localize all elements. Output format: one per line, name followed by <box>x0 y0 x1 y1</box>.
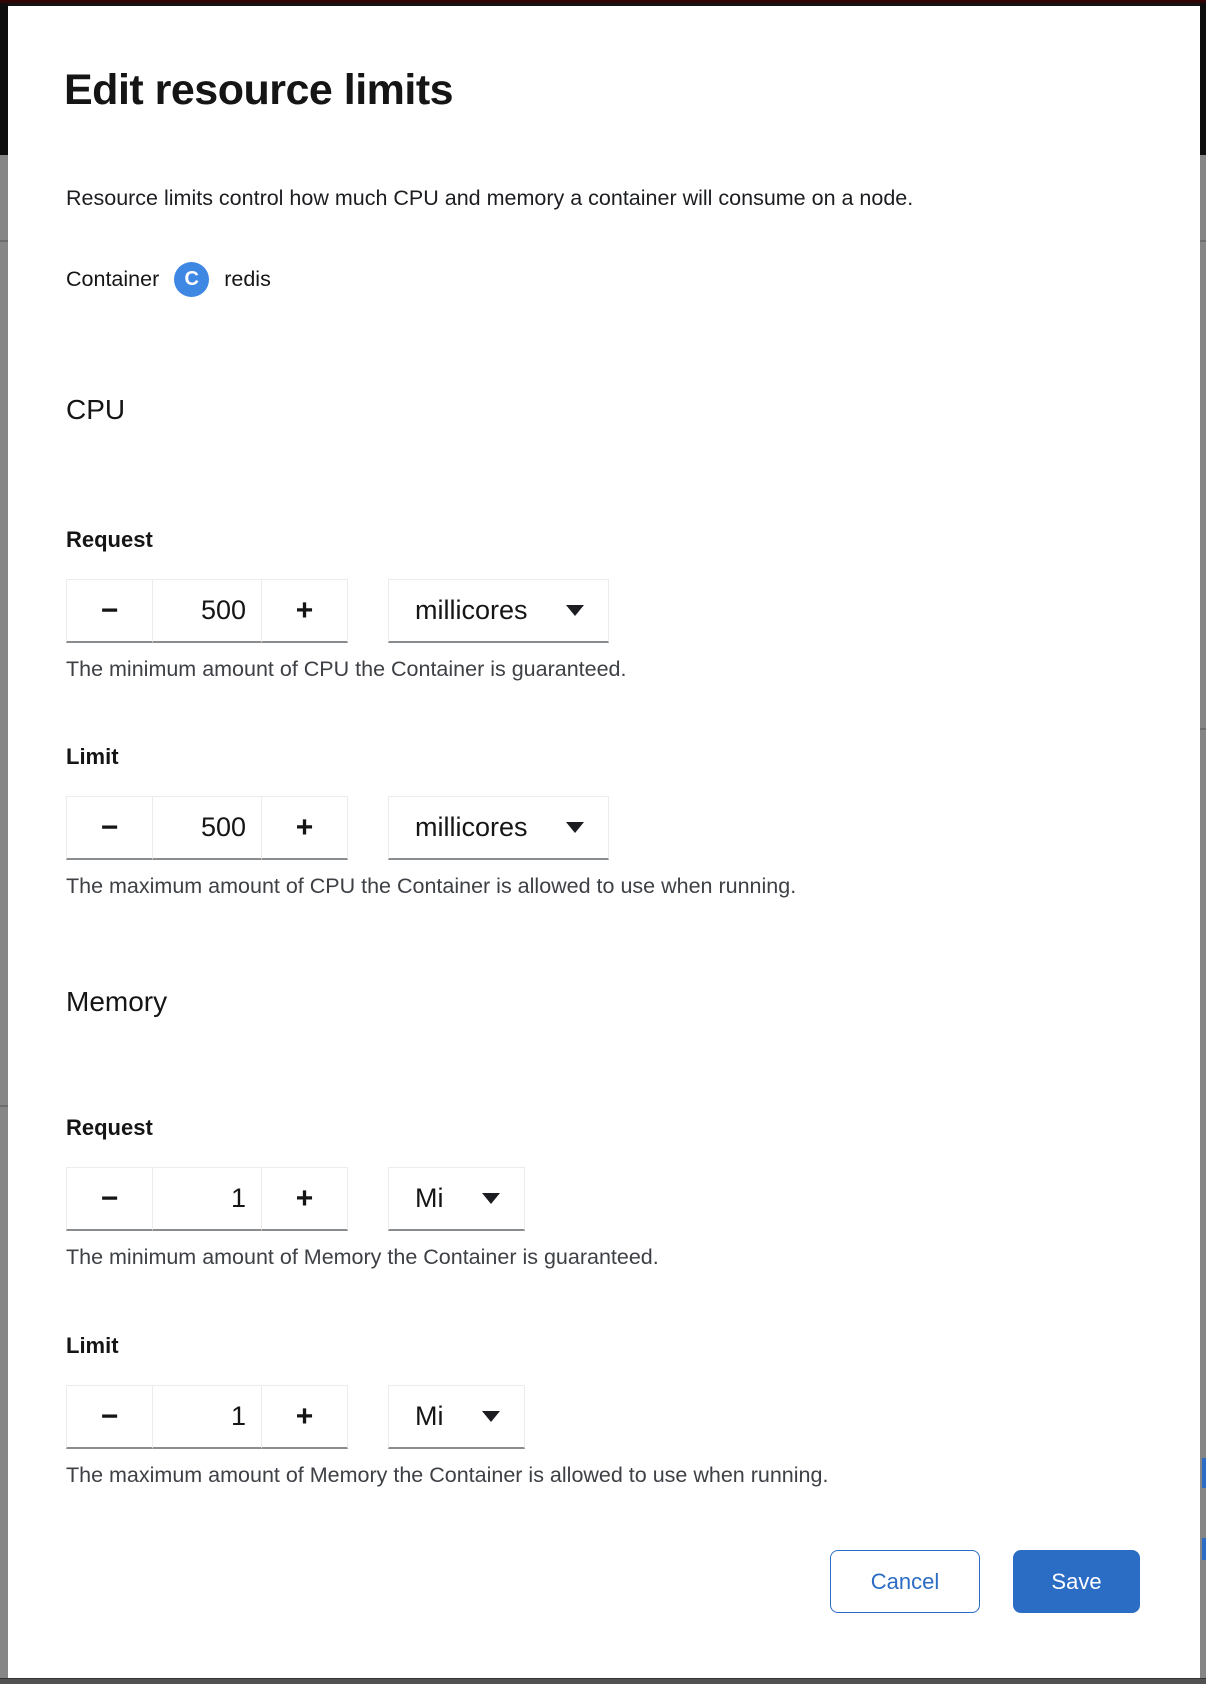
memory-request-label: Request <box>66 1115 153 1140</box>
memory-limit-increment-button[interactable] <box>261 1385 348 1449</box>
minus-icon: − <box>100 593 119 627</box>
container-name: redis <box>224 267 271 291</box>
plus-icon: + <box>295 1181 314 1215</box>
container-badge-icon: C <box>174 262 209 297</box>
plus-icon: + <box>295 810 314 844</box>
container-label: Container <box>66 267 160 291</box>
cpu-request-unit-select[interactable] <box>388 579 609 643</box>
memory-request-stepper <box>66 1167 348 1231</box>
page-top-dark-line <box>0 3 1206 6</box>
cpu-request-label: Request <box>66 527 153 552</box>
page-backdrop-left <box>0 3 8 1684</box>
memory-limit-stepper <box>66 1385 348 1449</box>
cpu-limit-label: Limit <box>66 744 119 769</box>
memory-request-unit-value: Mi <box>415 1183 444 1213</box>
cpu-request-decrement-button[interactable] <box>66 579 153 643</box>
memory-request-help-text: The minimum amount of Memory the Container is guaranteed. <box>66 1245 659 1269</box>
memory-request-unit-select[interactable] <box>388 1167 525 1231</box>
caret-down-icon <box>482 1411 500 1422</box>
minus-icon: − <box>100 1399 119 1433</box>
section-heading-cpu: CPU <box>66 394 126 425</box>
modal-footer-actions <box>830 1550 1140 1613</box>
modal-description: Resource limits control how much CPU and memory a container will consume on a node. <box>66 186 914 210</box>
memory-limit-label: Limit <box>66 1333 119 1358</box>
memory-request-field <box>66 1115 1140 1280</box>
container-row <box>66 262 271 297</box>
minus-icon: − <box>100 1181 119 1215</box>
memory-limit-value-input[interactable] <box>152 1385 262 1449</box>
memory-request-decrement-button[interactable] <box>66 1167 153 1231</box>
page-backdrop-bottom <box>0 1678 1206 1684</box>
memory-limit-decrement-button[interactable] <box>66 1385 153 1449</box>
save-button[interactable]: Save <box>1013 1550 1140 1613</box>
memory-request-value-input[interactable] <box>152 1167 262 1231</box>
section-heading-memory: Memory <box>66 986 168 1017</box>
cpu-request-increment-button[interactable] <box>261 579 348 643</box>
plus-icon: + <box>295 593 314 627</box>
memory-limit-field <box>66 1333 1140 1498</box>
modal-title: Edit resource limits <box>64 66 454 114</box>
cpu-limit-value-input[interactable] <box>152 796 262 860</box>
cpu-request-field <box>66 527 1140 692</box>
cpu-limit-field <box>66 744 1140 909</box>
cpu-limit-unit-select[interactable] <box>388 796 609 860</box>
cpu-limit-help-text: The maximum amount of CPU the Container is allowed to use when running. <box>66 874 797 898</box>
cpu-request-value-input[interactable] <box>152 579 262 643</box>
memory-request-increment-button[interactable] <box>261 1167 348 1231</box>
cpu-limit-unit-value: millicores <box>415 812 528 842</box>
caret-down-icon <box>566 822 584 833</box>
memory-limit-unit-value: Mi <box>415 1401 444 1431</box>
cpu-limit-decrement-button[interactable] <box>66 796 153 860</box>
cpu-request-stepper <box>66 579 348 643</box>
cpu-limit-increment-button[interactable] <box>261 796 348 860</box>
caret-down-icon <box>482 1193 500 1204</box>
cpu-request-help-text: The minimum amount of CPU the Container is guaranteed. <box>66 657 627 681</box>
page-backdrop-right <box>1200 3 1206 1684</box>
cancel-button[interactable]: Cancel <box>830 1550 980 1613</box>
caret-down-icon <box>566 605 584 616</box>
memory-limit-help-text: The maximum amount of Memory the Container is allowed to use when running. <box>66 1463 829 1487</box>
minus-icon: − <box>100 810 119 844</box>
plus-icon: + <box>295 1399 314 1433</box>
memory-limit-unit-select[interactable] <box>388 1385 525 1449</box>
cpu-request-unit-value: millicores <box>415 595 528 625</box>
cpu-limit-stepper <box>66 796 348 860</box>
